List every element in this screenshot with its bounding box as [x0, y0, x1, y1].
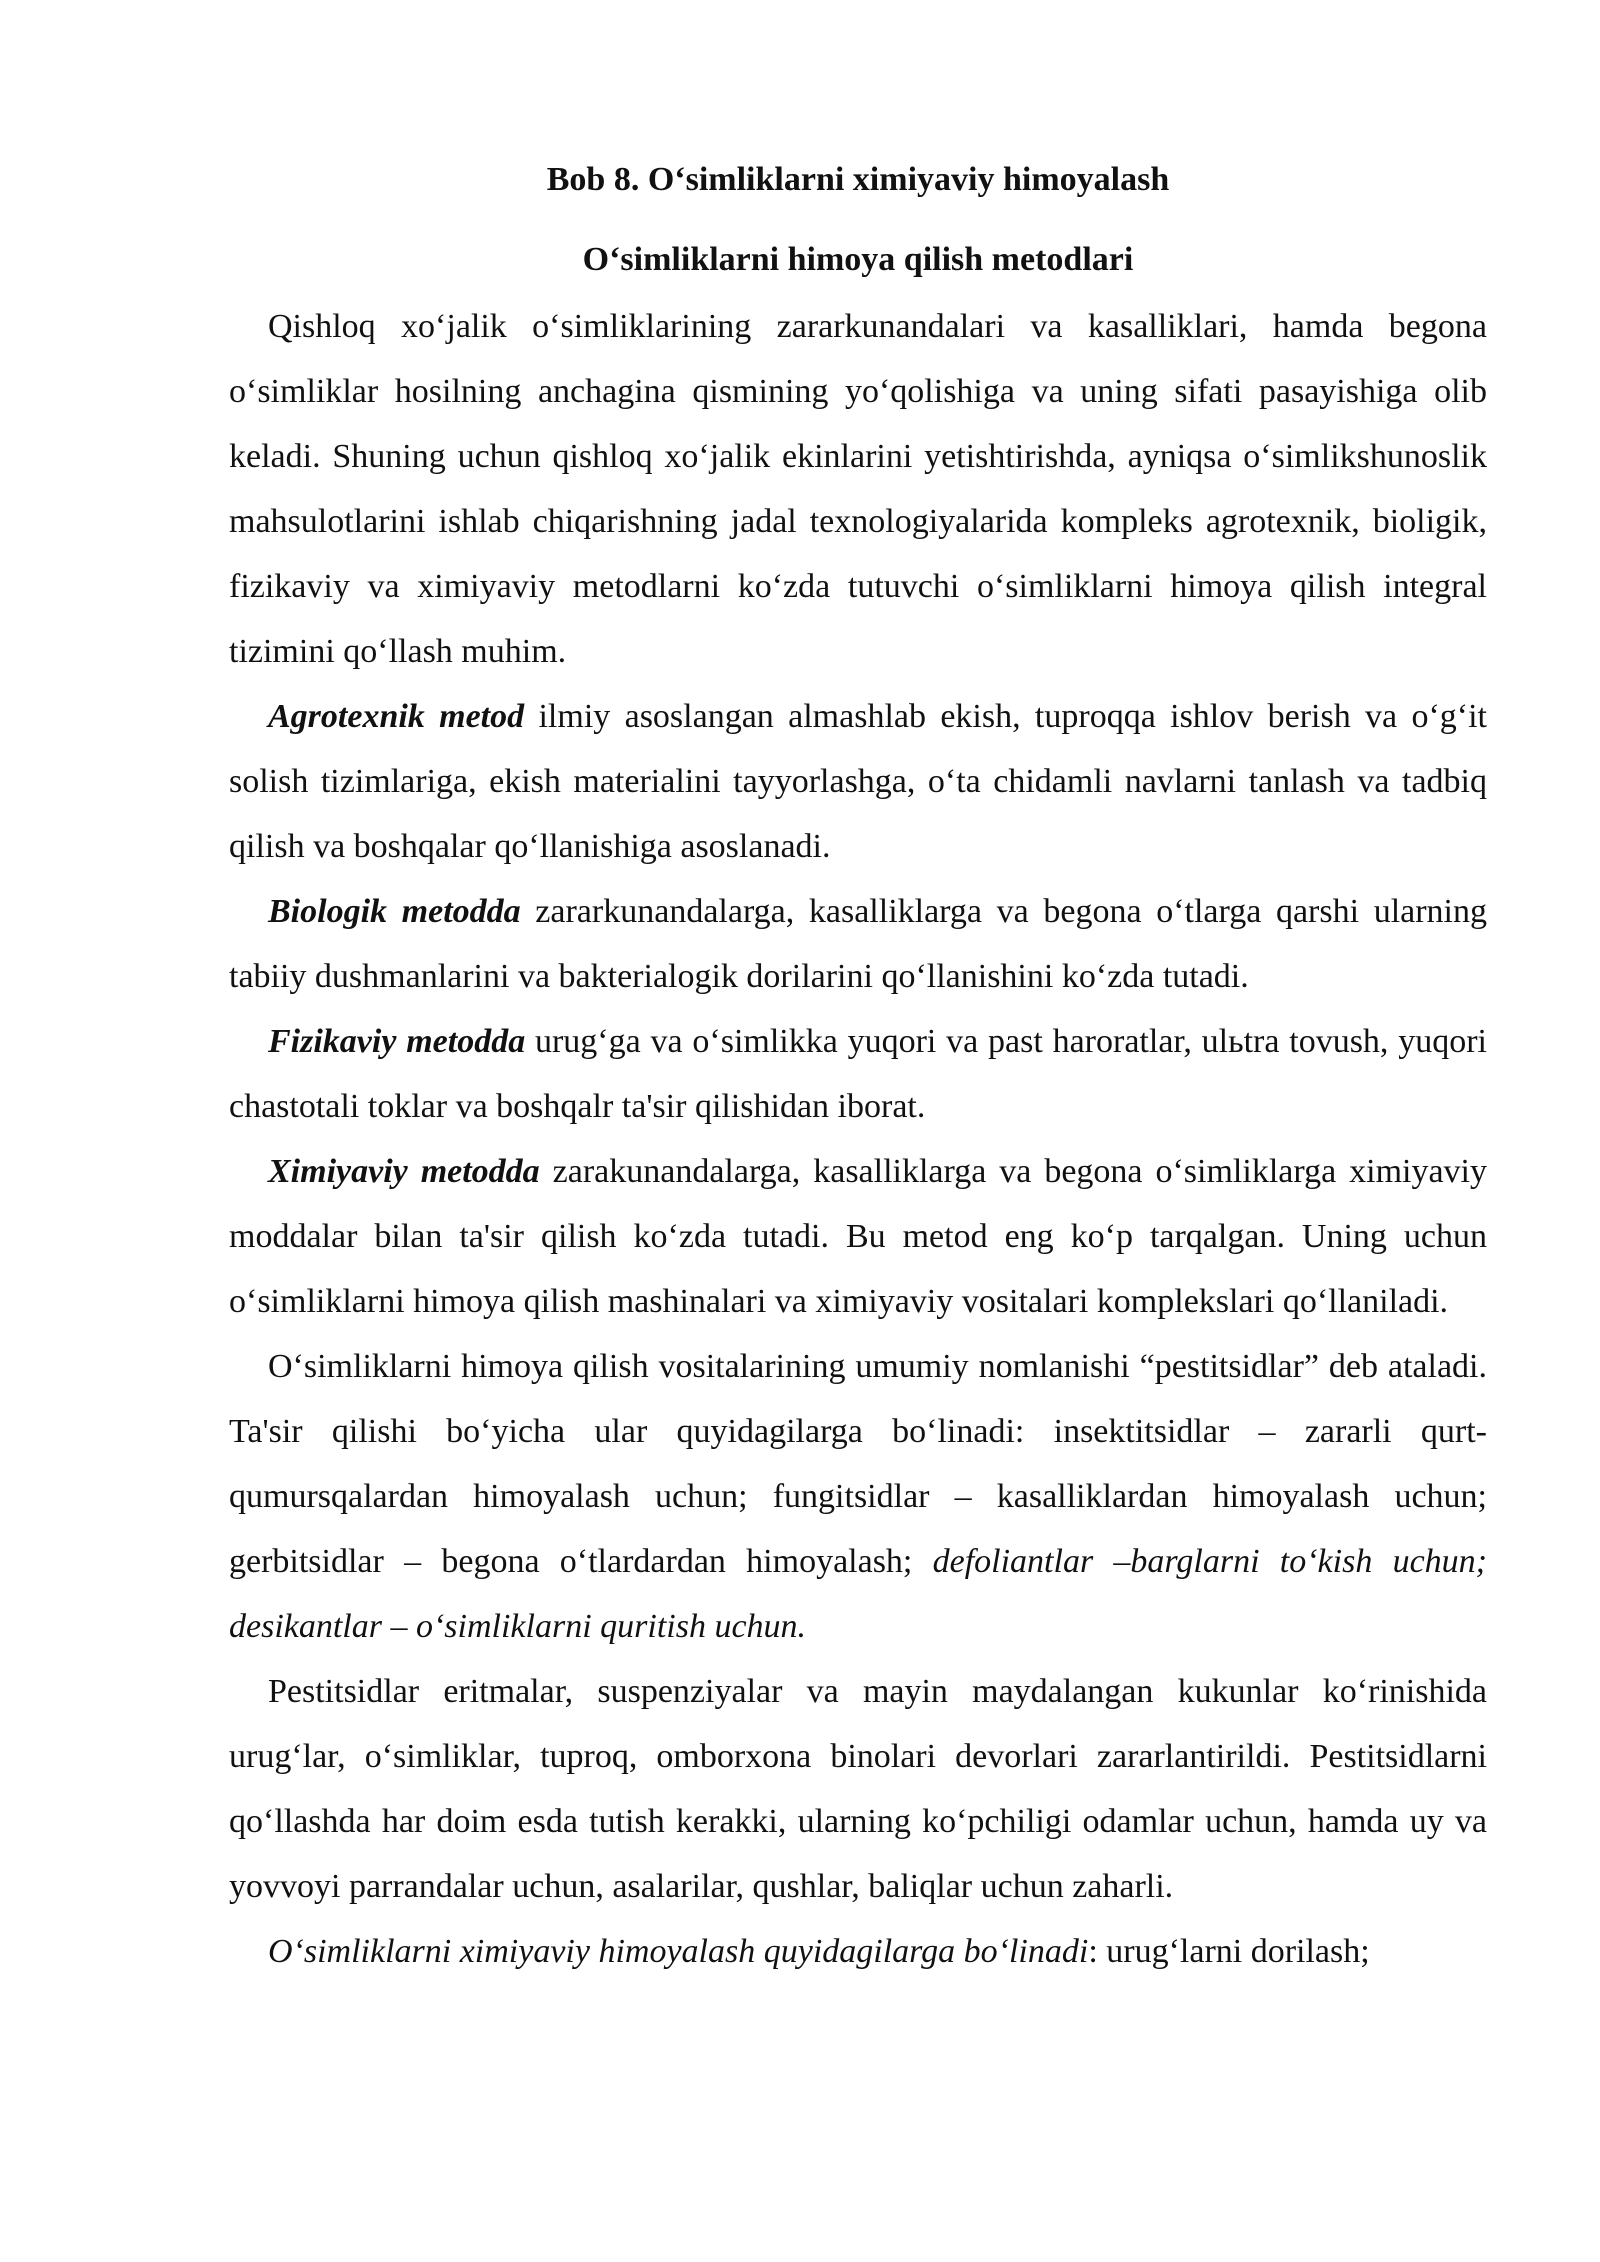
paragraph-classification-italic: O‘simliklarni ximiyaviy himoyalash quyidagilarga bo‘linadi	[268, 1933, 1089, 1970]
paragraph-physical-text: urug‘ga va o‘simlikka yuqori va past haroratlar, ulьtra tovush, yuqori chastotali toklar va boshqalr ta'sir qilishidan iborat.	[229, 1023, 1487, 1125]
paragraph-chemical	[229, 1139, 1487, 1334]
paragraph-agrotechnical-text: ilmiy asoslangan almashlab ekish, tuproqqa ishlov berish va o‘g‘it solish tizimlariga, ekish materialini tayyorlashga, o‘ta chidamli navlarni tanlash va tadbiq qilish va boshqalar qo‘llanishiga asoslanadi.	[229, 698, 1488, 865]
paragraph-biological-text: zararkunandalarga, kasalliklarga va begona o‘tlarga qarshi ularning tabiiy dushmanlarini va bakterialogik dorilarini qo‘llanishini ko‘zda tutadi.	[229, 893, 1488, 995]
document-page	[229, 160, 1487, 1984]
paragraph-pesticides-text: O‘simliklarni himoya qilish vositalarining umumiy nomlanishi “pestitsidlar” deb ataladi. Ta'sir qilishi bo‘yicha ular quyidagilarga bo‘linadi: insektitsidlar – zararli qurt-qumursqalardan himoyalash uchun; fungitsidlar – kasalliklardan himoyalash uchun; gerbitsidlar – begona o‘tlardardan himoyalash;	[229, 1348, 1487, 1580]
paragraph-classification-text: : urug‘larni dorilash;	[1088, 1933, 1370, 1970]
chapter-title: Bob 8. O‘simliklarni ximiyaviy himoyalash	[546, 161, 1170, 198]
section-title: O‘simliklarni himoya qilish metodlari	[582, 241, 1134, 278]
paragraph-forms: Pestitsidlar eritmalar, suspenziyalar va mayin maydalangan kukunlar ko‘rinishida urug‘lar, o‘simliklar, tuproq, omborxona binolari devorlari zararlantirildi. Pestitsidlarni qo‘llashda har doim esda tutish kerakki, ularning ko‘pchiligi odamlar uchun, hamda uy va yovvoyi parrandalar uchun, asalarilar, qushlar, baliqlar uchun zaharli.	[229, 1673, 1487, 1905]
paragraph-intro: Qishloq xo‘jalik o‘simliklarining zararkunandalari va kasalliklari, hamda begona o‘simliklar hosilning anchagina qismining yo‘qolishiga va uning sifati pasayishiga olib keladi. Shuning uchun qishloq xo‘jalik ekinlarini yetishtirishda, ayniqsa o‘simlikshunoslik mahsulotlarini ishlab chiqarishning jadal texnologiyalarida kompleks agrotexnik, bioligik, fizikaviy va ximiyaviy metodlarni ko‘zda tutuvchi o‘simliklarni himoya qilish integral tizimini qo‘llash muhim.	[229, 308, 1487, 670]
paragraph-chemical-text: zarakunandalarga, kasalliklarga va begona o‘simliklarga ximiyaviy moddalar bilan ta'sir qilish ko‘zda tutadi. Bu metod eng ko‘p tarqalgan. Uning uchun o‘simliklarni himoya qilish mashinalari va ximiyaviy vositalari komplekslari qo‘llaniladi.	[229, 1153, 1487, 1320]
paragraph-pesticides-italic: defoliantlar –barglarni to‘kish uchun; desikantlar – o‘simliklarni quritish uchun.	[229, 1543, 1487, 1645]
paragraph-agrotechnical	[229, 684, 1487, 879]
term-physical: Fizikaviy metodda	[268, 1023, 526, 1060]
term-chemical: Ximiyaviy metodda	[268, 1153, 540, 1190]
paragraph-biological	[229, 879, 1487, 1009]
term-agrotechnical: Agrotexnik metod	[268, 698, 525, 735]
paragraph-physical	[229, 1009, 1487, 1139]
paragraph-pesticides	[229, 1334, 1487, 1659]
term-biological: Biologik metodda	[268, 893, 521, 930]
paragraph-classification	[229, 1919, 1487, 1984]
